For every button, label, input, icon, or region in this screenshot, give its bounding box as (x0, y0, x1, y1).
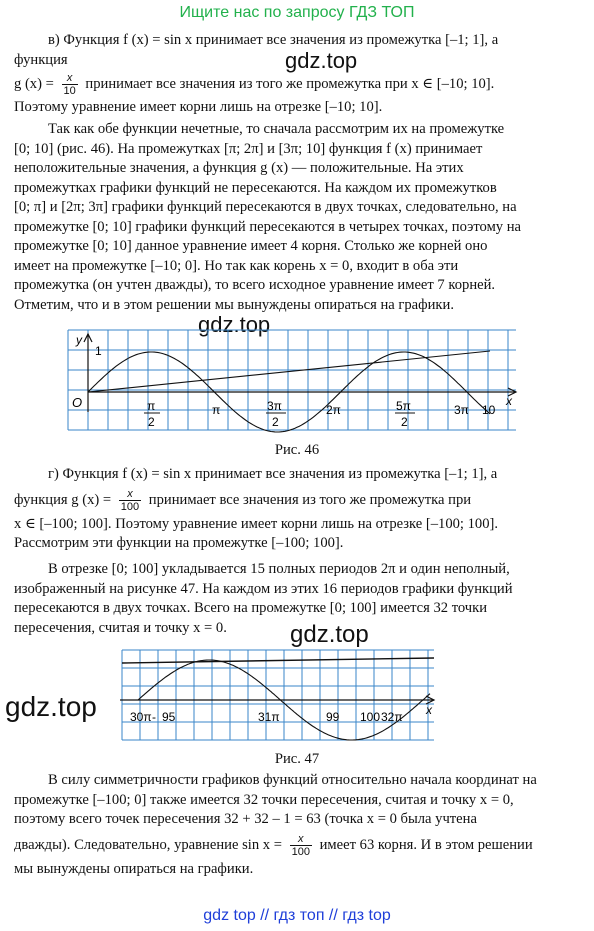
text-line: поэтому всего точек пересечения 32 + 32 – 1 = 63 (точка x = 0 была учтена (14, 811, 477, 827)
figure-46-caption: Рис. 46 (274, 442, 320, 458)
five-pi-half-num: 5π (396, 399, 411, 413)
text-line: [0; 10] (рис. 46). На промежутках [π; 2π] и [3π; 10] функция f (x) принимает (14, 140, 483, 157)
fraction-numerator: x (119, 488, 141, 501)
grid (68, 330, 516, 430)
figure-46 (58, 322, 528, 440)
text-fragment: имеет 63 корня. И в этом решении (319, 836, 533, 853)
ten-label: 10 (482, 403, 496, 417)
fraction (62, 72, 78, 97)
three-pi-half-den: 2 (272, 415, 279, 429)
two-pi-label: 2π (326, 403, 341, 417)
fraction (290, 833, 312, 858)
label-100: 100 (360, 710, 381, 724)
label-95: 95 (162, 710, 176, 724)
grid (122, 650, 434, 740)
text-fragment: g (x) = (14, 76, 54, 92)
figure-47-caption: Рис. 47 (274, 751, 320, 767)
figure-47 (118, 648, 440, 748)
label-30pi: 30π (130, 710, 152, 724)
text-line: пересекаются в двух точках. Всего на промежутке [0; 100] имеется 32 точки (14, 600, 488, 616)
paragraph-analysis (14, 120, 582, 315)
text-line: Рассмотрим эти функции на промежутке [–100; 100]. (14, 535, 344, 551)
label-99: 99 (326, 710, 340, 724)
text-line: промежутка (он учтен дважды), то всего исходное уравнение имеет 7 корней. (14, 277, 496, 293)
text-line: промежутке [–100; 0] также имеется 32 точки пересечения, считая и точку x = 0, (14, 791, 514, 808)
pi-label: π (212, 403, 221, 417)
three-pi-half-num: 3π (267, 399, 282, 413)
text-line (14, 70, 582, 98)
text-line: г) Функция f (x) = sin x принимает все значения из промежутка [–1; 1], а (48, 466, 498, 482)
paragraph-conclusion (14, 771, 582, 879)
one-label: 1 (95, 344, 102, 358)
watermark: gdz.top (290, 621, 369, 648)
top-banner[interactable]: Ищите нас по запросу ГДЗ ТОП (179, 4, 415, 21)
origin-label: O (72, 395, 83, 410)
text-line: Так как обе функции нечетные, то сначала рассмотрим их на промежутке (48, 121, 505, 137)
paragraph-g (14, 465, 582, 554)
label-32pi: 32π (381, 710, 403, 724)
fraction (119, 488, 141, 513)
line-g (122, 658, 434, 663)
text-fragment: принимает все значения из того же промежутка при x ∈ [–10; 10]. (85, 76, 495, 92)
label-minus: - (152, 710, 156, 724)
x-axis-label: x (506, 394, 512, 408)
text-line: промежутке [0; 10] данное уравнение имеет 4 корня. Столько же корней оно (14, 238, 488, 254)
text-line: имеет на промежутке [–10; 0]. Но так как корень x = 0, входит в оба эти (14, 257, 459, 274)
fraction-denominator: 100 (291, 845, 310, 858)
text-line: пересечения, считая и точку x = 0. (14, 619, 227, 636)
text-line: функция (14, 51, 68, 68)
paragraph-v-cont (14, 70, 582, 118)
label-31pi: 31π (258, 710, 280, 724)
five-pi-half-den: 2 (401, 415, 408, 429)
fraction-numerator: x (290, 833, 312, 846)
x-axis-label: x (426, 703, 432, 717)
text-line: промежутке [0; 10] графики функций пересекаются в четырех точках, поэтому на (14, 218, 522, 235)
pi-half-den: 2 (148, 415, 155, 429)
text-line: изображенный на рисунке 47. На каждом из этих 16 периодов графики функций (14, 580, 513, 597)
text-line: промежутках графики функций не пересекаются. На каждом их промежутков (14, 179, 497, 196)
text-line: [0; π] и [2π; 3π] графики функций пересекаются в двух точках, следовательно, на (14, 199, 517, 215)
text-line: Отметим, что и в этом решении мы вынуждены опираться на графики. (14, 296, 454, 313)
text-line: В отрезке [0; 100] укладывается 15 полных периодов 2π и один неполный, (48, 561, 510, 577)
text-line (14, 485, 582, 515)
text-fragment: дважды). Следовательно, уравнение sin x = (14, 836, 282, 853)
text-line: в) Функция f (x) = sin x принимает все значения из промежутка [–1; 1], а (48, 32, 499, 48)
watermark-large: gdz.top (5, 691, 97, 722)
text-line (14, 830, 582, 860)
watermark: gdz.top (198, 312, 271, 337)
fraction-denominator: 100 (120, 500, 140, 513)
text-fragment: функция g (x) = (14, 491, 112, 508)
text-fragment: принимает все значения из того же промежутка при (148, 491, 472, 508)
three-pi-label: 3π (454, 403, 469, 417)
pi-half-num: π (147, 399, 156, 413)
footer-links[interactable]: gdz top // гдз топ // гдз top (203, 907, 391, 924)
text-line: В силу симметричности графиков функций относительно начала координат на (48, 772, 537, 788)
text-line: неположительные значения, а функция g (x) — положительные. На этих (14, 160, 464, 176)
text-line: Поэтому уравнение имеет корни лишь на отрезке [–10; 10]. (14, 99, 383, 115)
watermark: gdz.top (285, 48, 358, 73)
fraction-numerator: x (62, 72, 78, 85)
fraction-denominator: 10 (63, 85, 76, 98)
text-line: мы вынуждены опираться на графики. (14, 860, 254, 877)
text-line: x ∈ [–100; 100]. Поэтому уравнение имеет корни лишь на отрезке [–100; 100]. (14, 515, 499, 532)
y-axis-label: y (76, 333, 82, 347)
